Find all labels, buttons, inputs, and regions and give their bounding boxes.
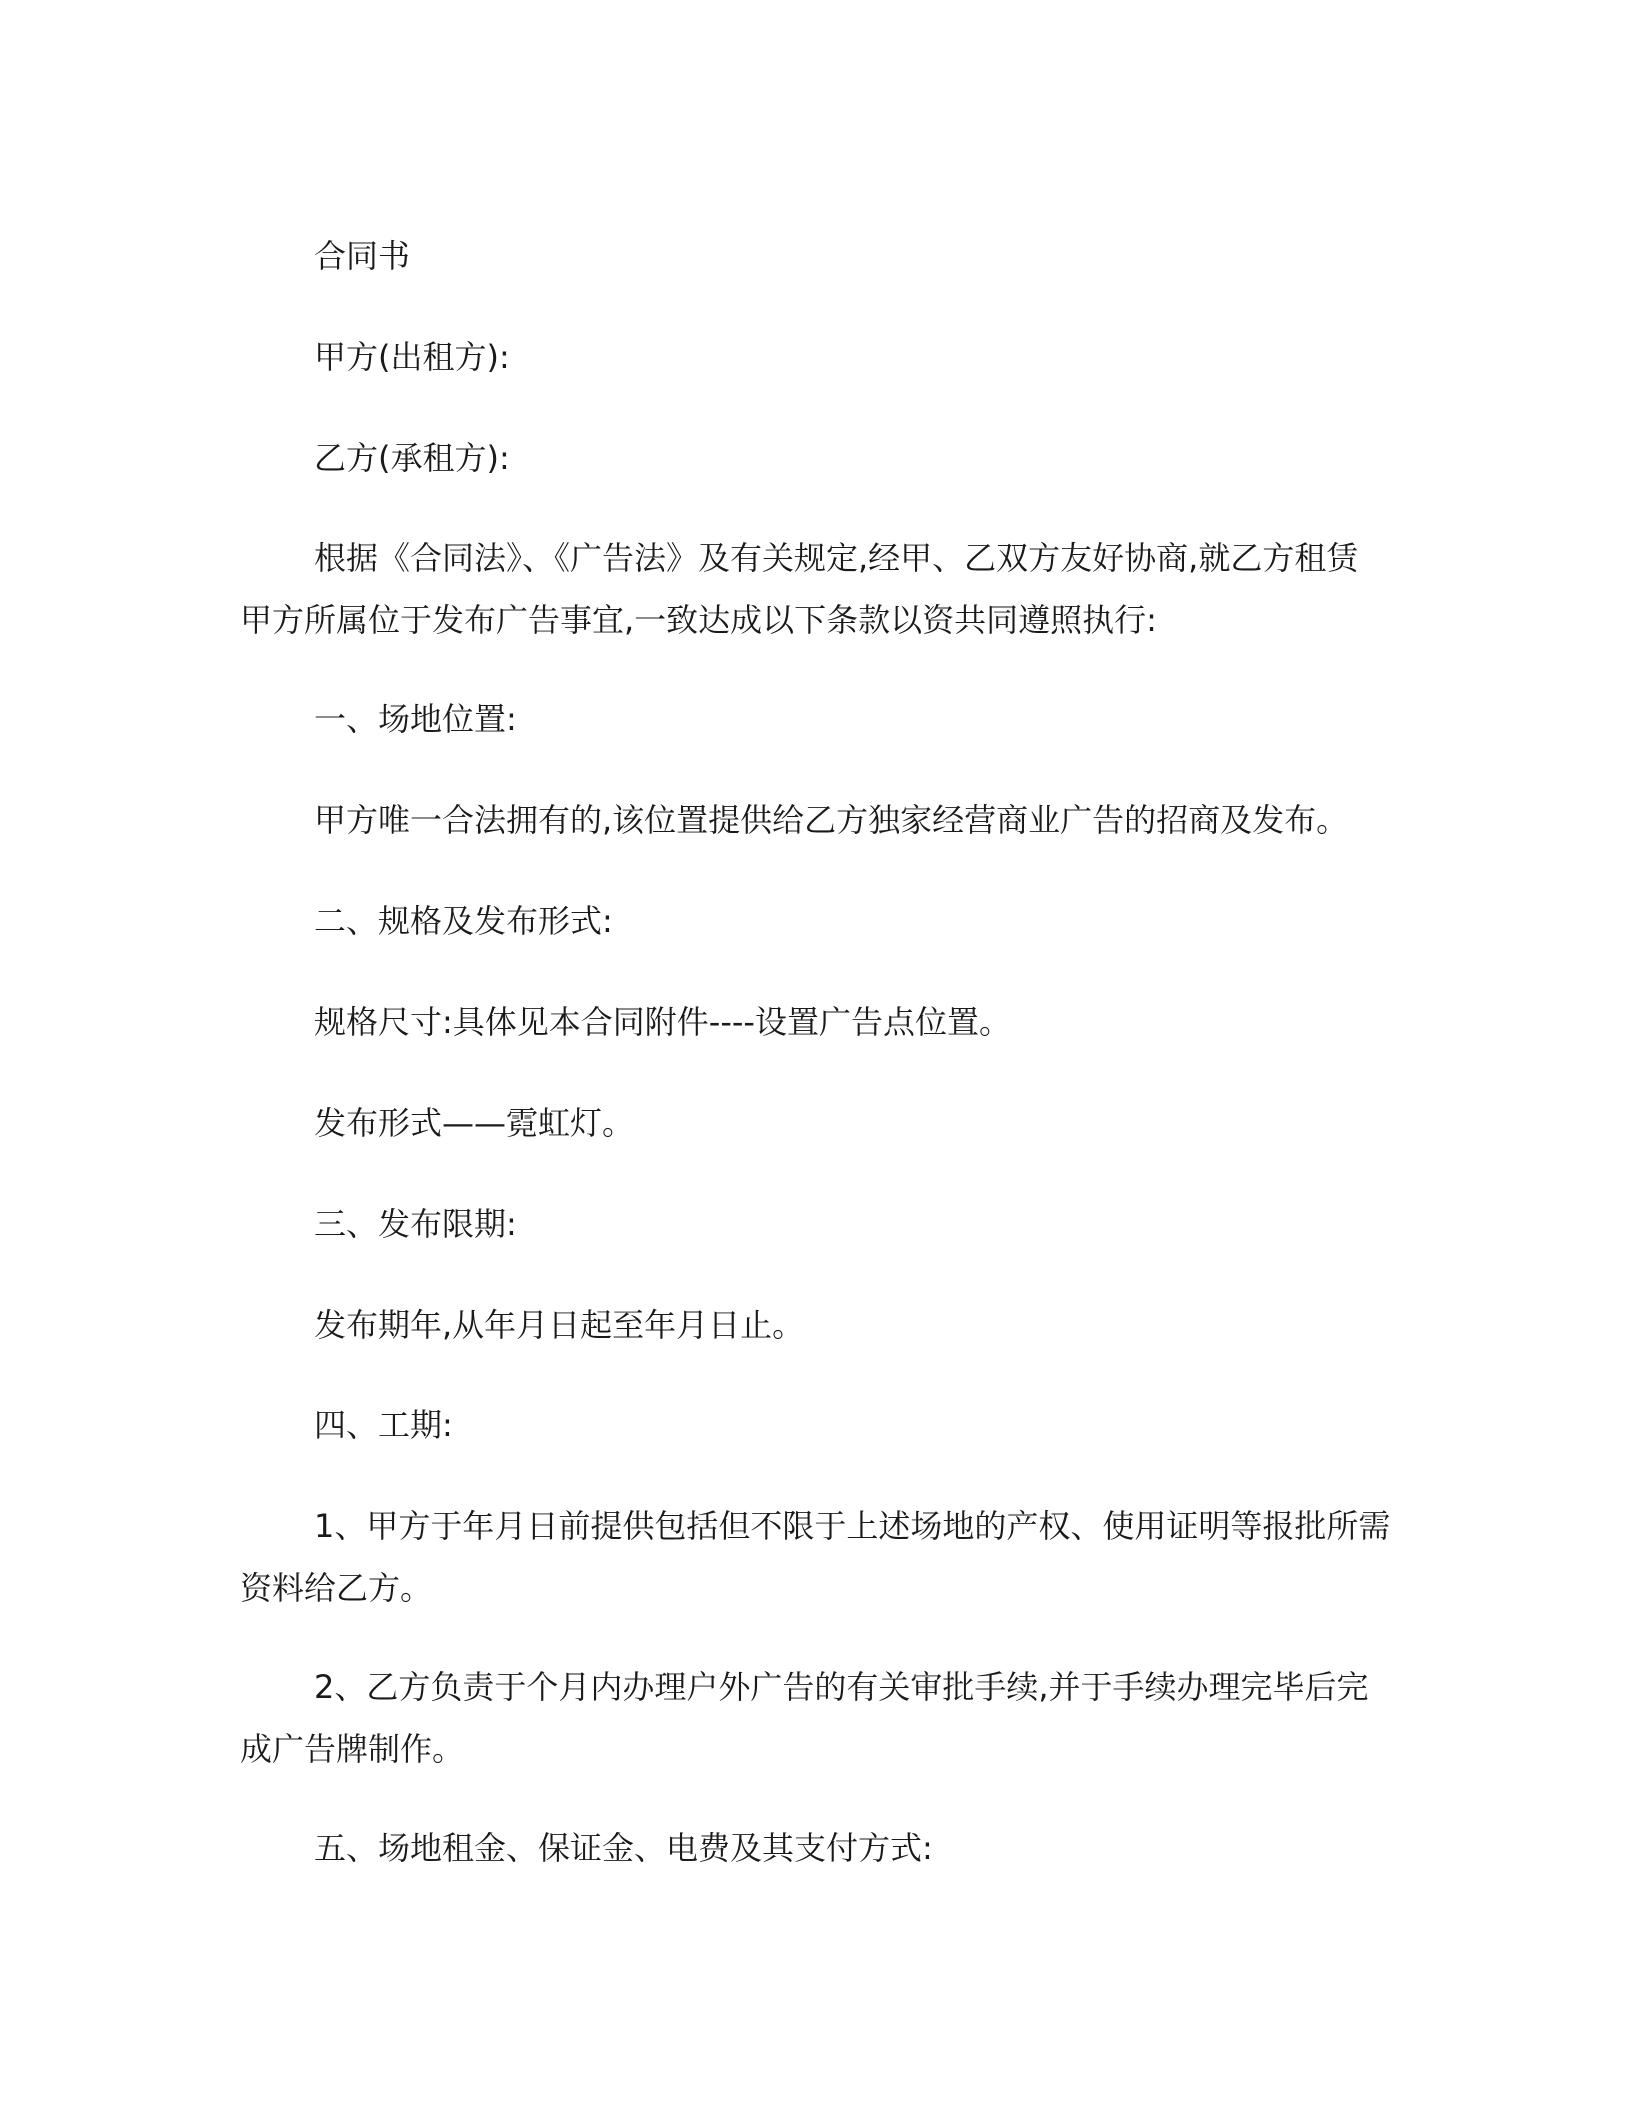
intro-paragraph-line-1: 根据《合同法》、《广告法》及有关规定,经甲、乙双方友好协商,就乙方租赁	[314, 539, 1359, 577]
section-4-heading: 四、工期:	[314, 1406, 453, 1444]
section-3-text: 发布期年,从年月日起至年月日止。	[314, 1306, 805, 1344]
section-4-item-2-line-2: 成广告牌制作。	[240, 1730, 465, 1768]
party-a-label: 甲方(出租方):	[314, 338, 510, 376]
document-title: 合同书	[314, 237, 411, 275]
section-1-text: 甲方唯一合法拥有的,该位置提供给乙方独家经营商业广告的招商及发布。	[314, 801, 1349, 839]
section-5-heading: 五、场地租金、保证金、电费及其支付方式:	[314, 1829, 933, 1867]
section-4-item-1-line-1: 1、甲方于年月日前提供包括但不限于上述场地的产权、使用证明等报批所需	[314, 1507, 1391, 1545]
section-2-heading: 二、规格及发布形式:	[314, 902, 613, 940]
section-4-item-1-line-2: 资料给乙方。	[240, 1569, 433, 1607]
intro-paragraph-line-2: 甲方所属位于发布广告事宜,一致达成以下条款以资共同遵照执行:	[240, 601, 1157, 639]
section-1-heading: 一、场地位置:	[314, 700, 517, 738]
section-2-spec: 规格尺寸:具体见本合同附件----设置广告点位置。	[314, 1003, 1011, 1041]
section-3-heading: 三、发布限期:	[314, 1205, 517, 1243]
section-4-item-2-line-1: 2、乙方负责于个月内办理户外广告的有关审批手续,并于手续办理完毕后完	[314, 1668, 1369, 1706]
section-2-form: 发布形式——霓虹灯。	[314, 1104, 635, 1142]
party-b-label: 乙方(承租方):	[314, 439, 510, 477]
